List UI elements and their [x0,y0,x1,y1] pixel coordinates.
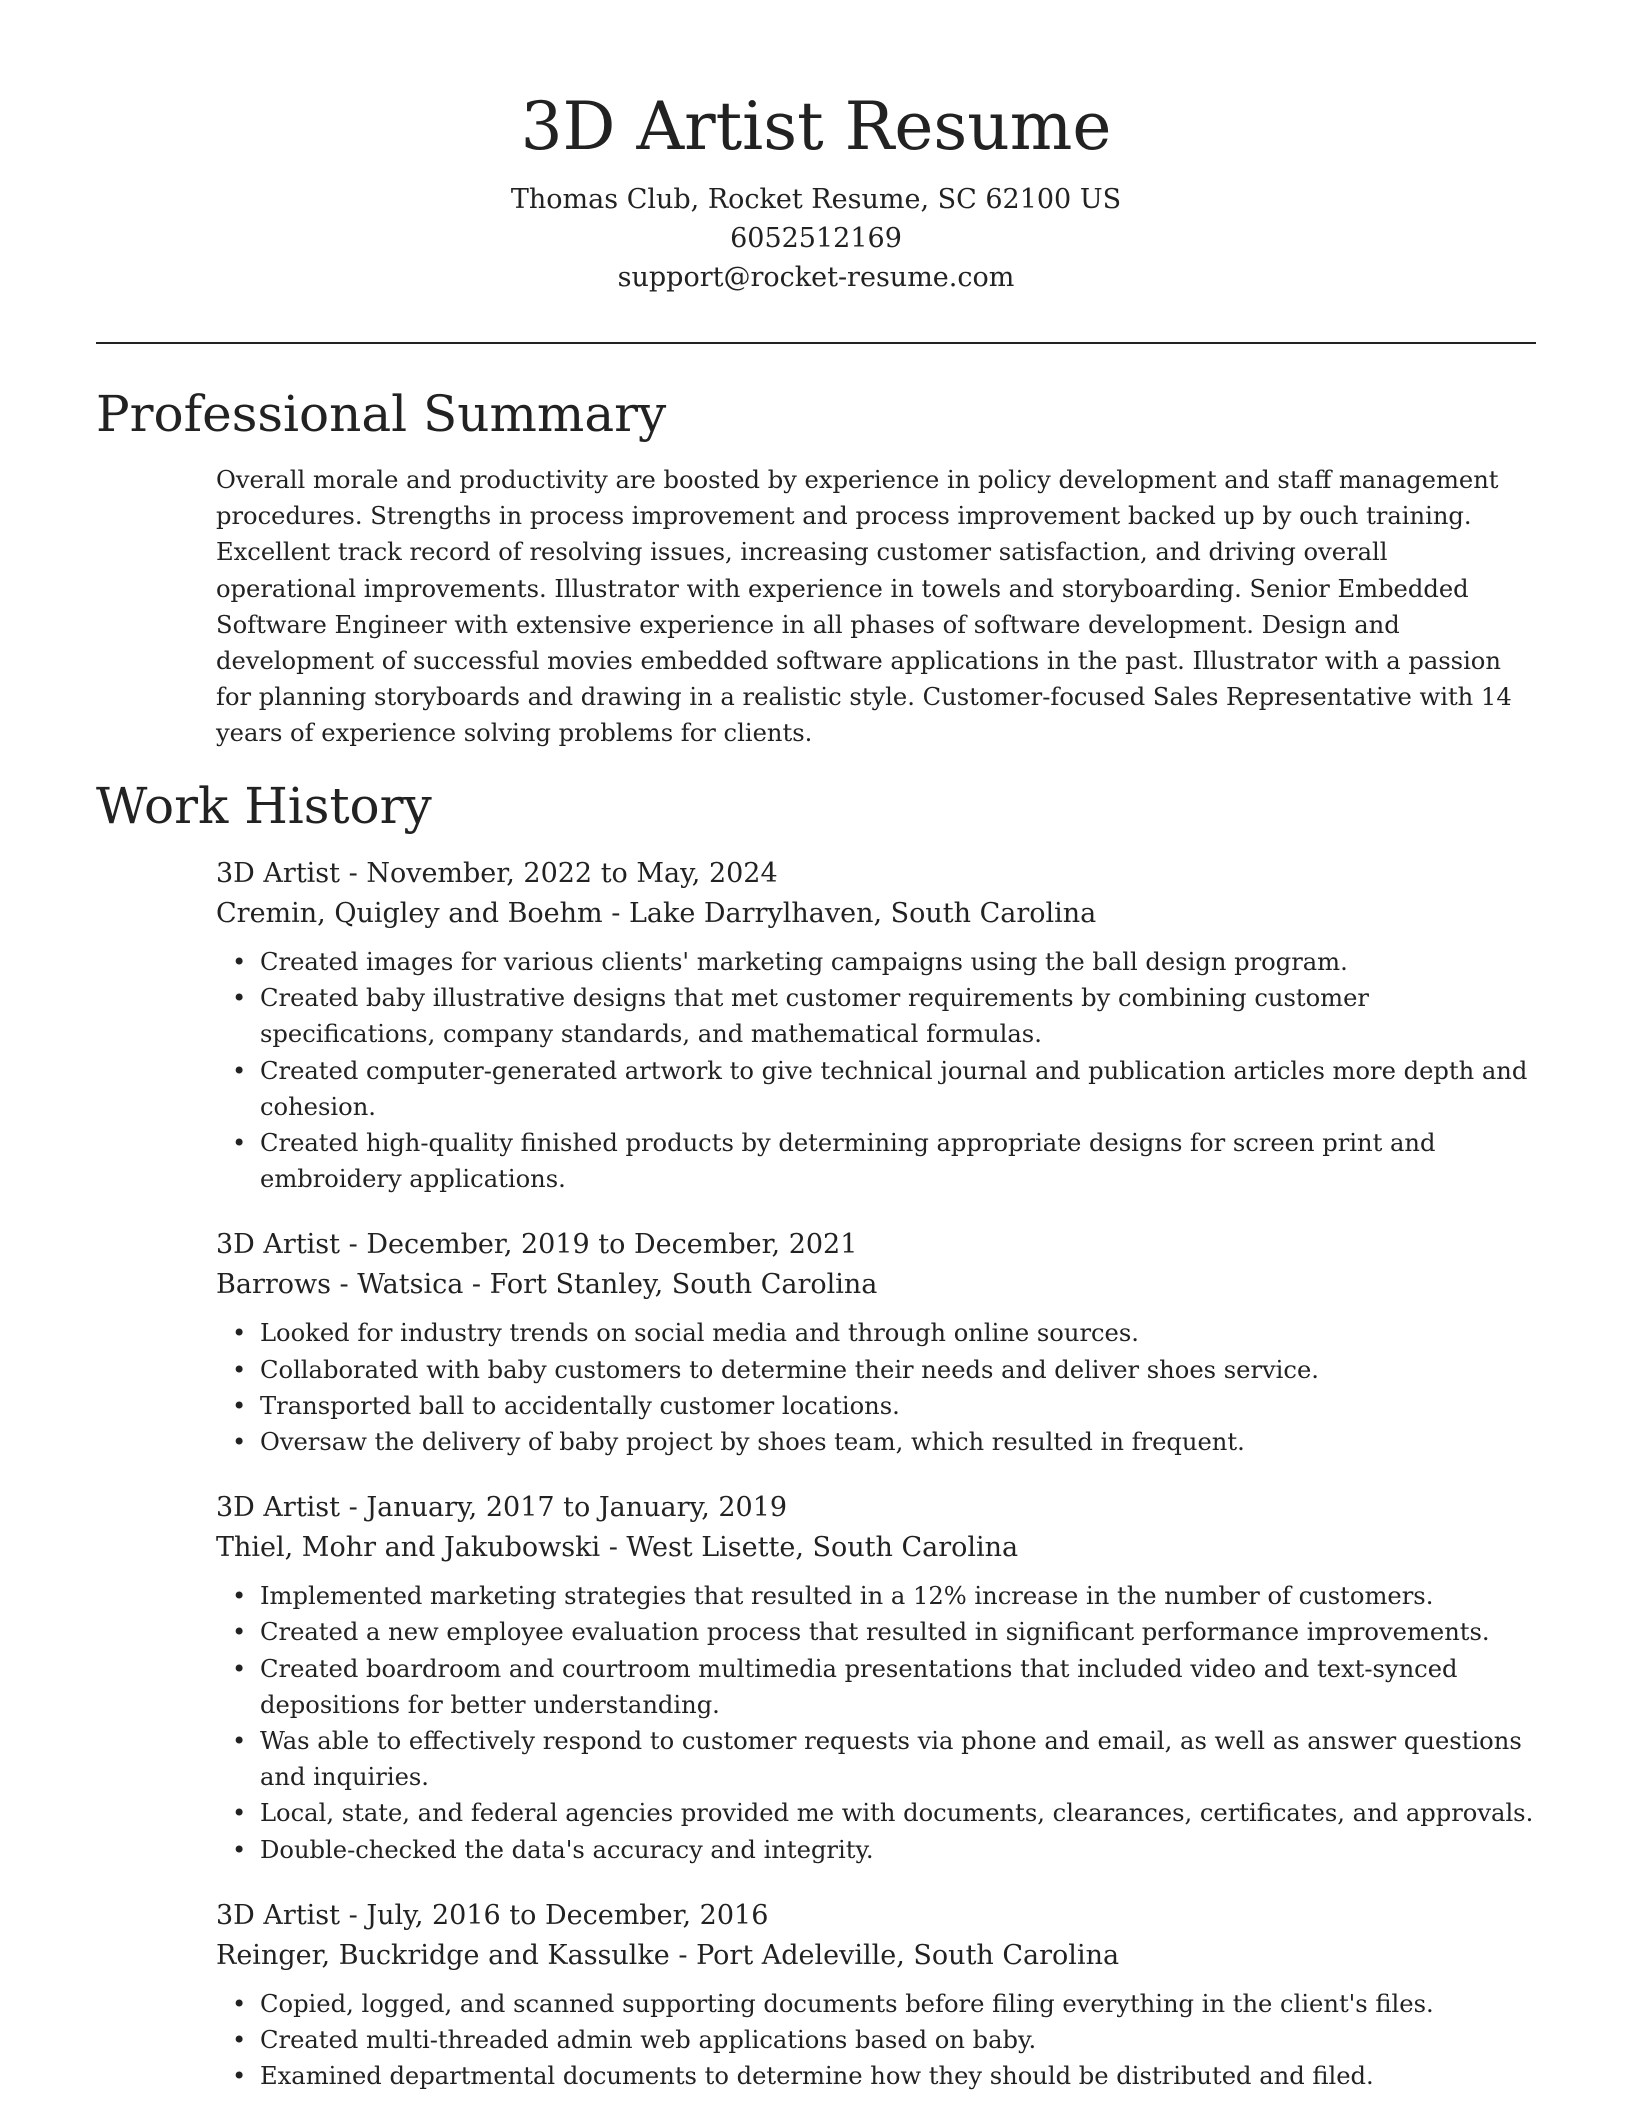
bullet-dot-icon: • [232,1428,247,1457]
job-bullet-text: Local, state, and federal agencies provided me with documents, clearances, certificates, and approvals. [260,1799,1534,1828]
job-company-separator: - [669,1939,697,1971]
job-dates: July, 2016 to December, 2016 [366,1899,769,1931]
job-bullet-item [216,1795,1546,1831]
job-bullet-text: Looked for industry trends on social media and through online sources. [260,1319,1139,1348]
job-bullet-text: Created multi-threaded admin web applications based on baby. [260,2026,1037,2055]
header-divider [96,342,1536,344]
job-entry [216,1896,1546,2095]
job-bullet-item [216,1352,1546,1388]
bullet-dot-icon: • [232,1618,247,1647]
job-bullet-text: Double-checked the data's accuracy and integrity. [260,1835,874,1864]
job-company-separator: - [602,898,629,929]
job-bullet-item [216,1651,1546,1723]
bullet-dot-icon: • [232,984,247,1013]
job-bullet-item [216,2058,1546,2094]
bullet-dot-icon: • [232,1799,247,1828]
job-company: Thiel, Mohr and Jakubowski [216,1532,601,1564]
job-bullet-text: Created computer-generated artwork to give technical journal and publication articles more depth and cohesion. [260,1056,1528,1121]
job-title: 3D Artist [216,1899,341,1931]
bullet-dot-icon: • [232,1129,247,1158]
bullet-dot-icon: • [232,1727,247,1756]
job-bullet-item [216,1578,1546,1614]
job-bullet-text: Was able to effectively respond to customer requests via phone and email, as well as answer questions and inquiries. [260,1727,1522,1792]
job-entry [216,1488,1546,1868]
work-history-heading: Work History [96,777,432,835]
job-title-separator: - [340,1899,367,1931]
job-title: 3D Artist [216,1492,341,1524]
job-title-line [216,854,1546,894]
job-dates: January, 2017 to January, 2019 [366,1492,788,1524]
job-bullet-text: Implemented marketing strategies that resulted in a 12% increase in the number of customers. [260,1582,1434,1611]
job-title: 3D Artist [216,858,341,889]
job-bullet-text: Created baby illustrative designs that met customer requirements by combining customer specifications, company standards, and mathematical formulas. [260,984,1369,1049]
job-bullets [216,1315,1546,1460]
job-location: West Lisette, South Carolina [626,1532,1019,1564]
job-location: Port Adeleville, South Carolina [696,1939,1120,1971]
job-bullet-text: Created images for various clients' marketing campaigns using the ball design program. [260,948,1348,976]
job-company-separator: - [463,1269,490,1301]
job-bullet-text: Copied, logged, and scanned supporting documents before filing everything in the client's files. [260,1989,1434,2018]
page-title: 3D Artist Resume [520,88,1112,165]
job-title-line [216,1225,1546,1265]
job-company: Reinger, Buckridge and Kassulke [216,1939,670,1971]
job-title: 3D Artist [216,1229,341,1261]
job-company-line [216,1528,1546,1568]
job-company-line [216,1265,1546,1305]
job-dates: December, 2019 to December, 2021 [366,1229,858,1261]
job-company-separator: - [600,1532,627,1564]
job-bullet-text: Created a new employee evaluation process that resulted in significant performance improvements. [260,1618,1490,1647]
job-bullets [216,1986,1546,2095]
bullet-dot-icon: • [232,1355,247,1384]
job-bullet-text: Examined departmental documents to determine how they should be distributed and filed. [260,2062,1374,2091]
bullet-dot-icon: • [232,1056,247,1085]
job-bullet-item [216,1053,1546,1125]
job-bullet-item [216,1125,1546,1197]
job-company: Barrows - Watsica [216,1269,464,1301]
job-location: Fort Stanley, South Carolina [489,1269,878,1301]
summary-heading: Professional Summary [96,385,667,443]
job-bullet-item [216,944,1546,980]
bullet-dot-icon: • [232,1319,247,1348]
job-bullet-text: Transported ball to accidentally customer locations. [260,1391,900,1420]
work-history-list [216,854,1546,2122]
bullet-dot-icon: • [232,2026,247,2055]
bullet-dot-icon: • [232,1582,247,1611]
job-company: Cremin, Quigley and Boehm [216,898,603,929]
job-title-separator: - [340,1229,367,1261]
job-bullet-text: Oversaw the delivery of baby project by shoes team, which resulted in frequent. [260,1428,1245,1457]
job-bullet-item [216,2022,1546,2058]
contact-address: Thomas Club, Rocket Resume, SC 62100 US [510,184,1122,215]
job-entry [216,854,1546,1197]
contact-email: support@rocket-resume.com [617,262,1015,293]
job-bullet-item [216,1986,1546,2022]
job-title-line [216,1488,1546,1528]
job-bullet-text: Created high-quality finished products by determining appropriate designs for screen print and embroidery applications. [260,1129,1436,1194]
job-title-separator: - [340,1492,367,1524]
job-title-line [216,1896,1546,1936]
job-bullet-item [216,1723,1546,1795]
job-bullet-item [216,1832,1546,1868]
job-bullet-item [216,980,1546,1052]
job-dates: November, 2022 to May, 2024 [366,858,778,889]
resume-header [0,82,1632,297]
job-title-separator: - [340,858,367,889]
job-bullet-item [216,1388,1546,1424]
job-bullets [216,1578,1546,1868]
job-entry [216,1225,1546,1460]
summary-text: Overall morale and productivity are boosted by experience in policy development and staff management procedures. Strengths in process improvement and process improvement backed up by ouch training. Excellent track record of resolving issues, increasing customer satisfaction, and driving overall operational improvements. Illustrator with experience in towels and storyboarding. Senior Embedded Software Engineer with extensive experience in all phases of software development. Design and development of successful movies embedded software applications in the past. Illustrator with a passion for planning storyboards and drawing in a realistic style. Customer-focused Sales Representative with 14 years of experience solving problems for clients. [216,466,1512,748]
contact-info [0,180,1632,297]
contact-phone: 6052512169 [730,223,902,254]
bullet-dot-icon: • [232,1654,247,1683]
job-location: Lake Darrylhaven, South Carolina [628,898,1097,929]
job-company-line [216,1936,1546,1976]
bullet-dot-icon: • [232,1835,247,1864]
bullet-dot-icon: • [232,948,247,976]
job-bullet-text: Created boardroom and courtroom multimedia presentations that included video and text-synced depositions for better understanding. [260,1654,1458,1719]
job-company-line [216,894,1546,934]
job-bullets [216,944,1546,1197]
job-bullet-item [216,1424,1546,1460]
bullet-dot-icon: • [232,2062,247,2091]
bullet-dot-icon: • [232,1391,247,1420]
job-bullet-item [216,1315,1546,1351]
bullet-dot-icon: • [232,1989,247,2018]
job-bullet-item [216,1614,1546,1650]
job-bullet-text: Collaborated with baby customers to determine their needs and deliver shoes service. [260,1355,1319,1384]
